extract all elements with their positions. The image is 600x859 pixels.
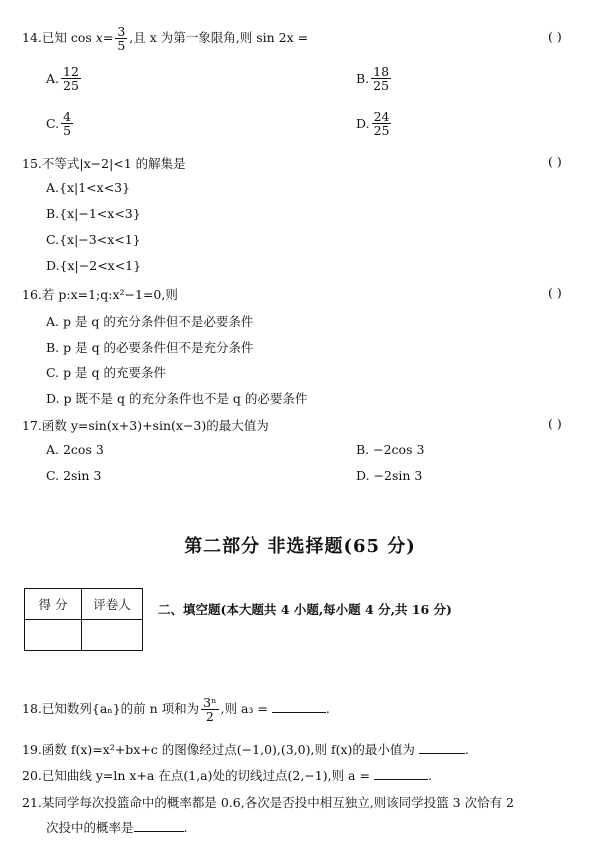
q15-option-c[interactable]: C.{x|−3<x<1} (46, 232, 141, 247)
grader-cell[interactable] (82, 620, 143, 651)
q21-line2: 次投中的概率是 . (46, 820, 188, 835)
q17-option-d[interactable]: D. −2sin 3 (356, 468, 423, 483)
part-two-title: 第二部分 非选择题(65 分) (184, 536, 416, 557)
section-fill-in-heading: 二、填空题(本大题共 4 小题,每小题 4 分,共 16 分) (158, 602, 452, 617)
q16-option-c[interactable]: C. p 是 q 的充要条件 (46, 365, 166, 380)
q21-text: 次投中的概率是 (46, 820, 134, 835)
score-table (24, 588, 143, 651)
q16-stem: 16.若 p:x=1;q:x²−1=0,则 (22, 287, 178, 302)
score-header: 得 分 (25, 589, 82, 620)
q18-post: ,则 a₃ = (220, 701, 268, 717)
score-cell[interactable] (25, 620, 82, 651)
q18-frac: $\frac{\text{3ⁿ}}{2}$ (203, 695, 217, 725)
q20-text: 20.已知曲线 y=ln x+a 在点(1,a)处的切线过点(2,−1),则 a = (22, 768, 370, 783)
q16-answer-paren: ( ) (548, 285, 562, 300)
grader-header: 评卷人 (82, 589, 143, 620)
q21-line1: 21.某同学每次投篮命中的概率都是 0.6,各次是否投中相互独立,则该同学投篮 3 次恰有 2 (22, 795, 515, 810)
q19-text: 19.函数 f(x)=x²+bx+c 的图像经过点(−1,0),(3,0),则 f(x)的最小值为 (22, 742, 415, 757)
q15-option-d[interactable]: D.{x|−2<x<1} (46, 258, 142, 273)
q17-option-b[interactable]: B. −2cos 3 (356, 442, 425, 457)
q17-stem: 17.函数 y=sin(x+3)+sin(x−3)的最大值为 (22, 418, 269, 433)
q16-option-d[interactable]: D. p 既不是 q 的充分条件也不是 q 的必要条件 (46, 391, 308, 406)
q17-option-a[interactable]: A. 2cos 3 (46, 442, 104, 457)
q14-stem: 14.已知 cos x= $\frac{3}{5}$ ,且 x 为第一象限角,则 sin 2x = (22, 24, 309, 54)
q16-option-a[interactable]: A. p 是 q 的充分条件但不是必要条件 (46, 314, 254, 329)
q19: 19.函数 f(x)=x²+bx+c 的图像经过点(−1,0),(3,0),则 f(x)的最小值为 . (22, 742, 469, 757)
q17-answer-paren: ( ) (548, 416, 562, 431)
q18-answer-blank[interactable] (272, 700, 326, 713)
q15-option-b[interactable]: B.{x|−1<x<3} (46, 206, 141, 221)
q16-option-b[interactable]: B. p 是 q 的必要条件但不是充分条件 (46, 340, 254, 355)
q17-option-c[interactable]: C. 2sin 3 (46, 468, 102, 483)
q15-answer-paren: ( ) (548, 154, 562, 169)
q14-option-b[interactable]: B. $\frac{18}{25}$ (356, 64, 390, 94)
q14-option-c[interactable]: C. $\frac{4}{5}$ (46, 109, 72, 139)
q14-option-a[interactable]: A. $\frac{12}{25}$ (46, 64, 79, 94)
q20-answer-blank[interactable] (374, 767, 428, 780)
q14-answer-paren: ( ) (548, 29, 562, 44)
q15-option-a[interactable]: A.{x|1<x<3} (46, 180, 131, 195)
q21-answer-blank[interactable] (134, 819, 184, 832)
q14-stem-pre: 14.已知 cos (22, 30, 92, 46)
q18-pre: 18.已知数列{aₙ}的前 n 项和为 (22, 701, 200, 717)
q14-stem-post: ,且 x 为第一象限角,则 sin 2x = (129, 30, 309, 46)
q19-answer-blank[interactable] (419, 741, 465, 754)
q18: 18.已知数列{aₙ}的前 n 项和为 $\frac{\text{3ⁿ}}{2}$ ,则 a₃ = . (22, 695, 330, 725)
q14-option-d[interactable]: D. $\frac{24}{25}$ (356, 109, 390, 139)
q20: 20.已知曲线 y=ln x+a 在点(1,a)处的切线过点(2,−1),则 a = . (22, 768, 432, 783)
q14-stem-frac: $\frac{3}{5}$ (117, 24, 126, 54)
q15-stem: 15.不等式|x−2|<1 的解集是 (22, 156, 186, 171)
